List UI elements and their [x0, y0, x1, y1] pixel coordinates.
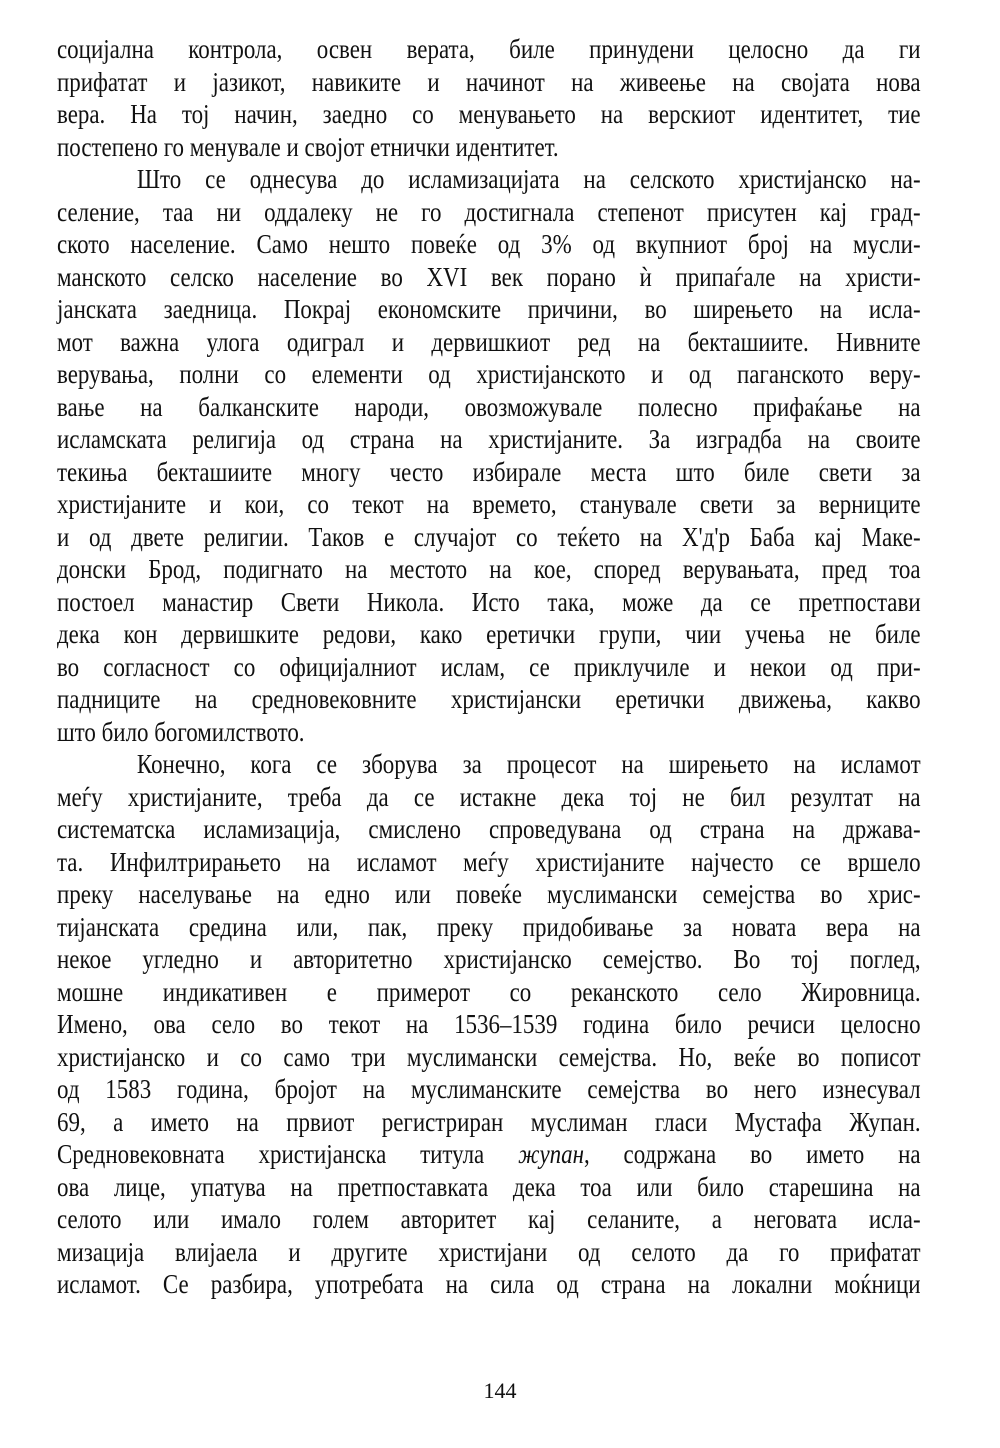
text-line: преку населување на едно или повеќе муслимански семејства во хрис-: [57, 879, 921, 909]
page-number: 144: [483, 1378, 517, 1403]
text-line: та. Инфилтрирањето на исламот меѓу христијаните најчесто се вршело: [57, 846, 921, 877]
text-line: од 1583 година, бројот на муслиманските семејства во него изнесувал: [57, 1074, 921, 1104]
text-line: падниците на средновековните христијански еретички движења, какво: [57, 684, 921, 714]
text-line: постепено го менувале и својот етнички идентитет.: [57, 131, 559, 162]
text-line: Конечно, кога се зборува за процесот на ширењето на исламот: [136, 749, 921, 779]
text-line: манското селско население во XVI век порано ѝ припаѓале на христи-: [57, 261, 921, 292]
text-line: мот важна улога одиграл и дервишкиот ред на бекташиите. Нивните: [57, 326, 921, 357]
text-line: тијанската средина или, пак, преку придобивање за новата вера на: [57, 911, 921, 942]
text-line: христијанско и со само три муслимански семејства. Но, веќе во пописот: [57, 1041, 921, 1072]
text-line: [57, 1138, 921, 1171]
italic-term: жупан: [518, 1139, 584, 1169]
text-line: вера. На тој начин, заедно со менувањето на верскиот идентитет, тие: [57, 99, 921, 129]
paragraph: [57, 163, 920, 748]
text-line: селение, таа ни оддалеку не го достигнала степенот присутен кај град-: [57, 196, 921, 227]
text-line: верувања, полни со елементи од христијанското и од паганското веру-: [57, 359, 921, 389]
text-line: социјална контрола, освен верата, биле принудени целосно да ги: [57, 34, 921, 64]
text-line: исламската религија од страна на христијаните. За изградба на своите: [57, 424, 921, 454]
text-line: христијаните и кои, со текот на времето, станувале свети за верниците: [57, 489, 921, 519]
paragraph: [57, 33, 920, 163]
text-line: мизација влијаела и другите христијани од селото да го прифатат: [57, 1236, 921, 1267]
text-line: во согласност со официјалниот ислам, се приклучиле и некои од при-: [57, 651, 921, 682]
text-line: исламот. Се разбира, употребата на сила од страна на локални моќници: [57, 1269, 921, 1299]
text-segment: Средновековната христијанска титула: [57, 1139, 519, 1169]
text-line: 69, а името на првиот регистриран муслиман гласи Мустафа Жупан.: [57, 1106, 921, 1137]
text-segment: , содржана во името на: [583, 1139, 921, 1169]
text-line: постоел манастир Свети Никола. Исто така, може да се претпостави: [57, 586, 921, 617]
text-line: Имено, ова село во текот на 1536–1539 година било речиси целосно: [57, 1009, 921, 1039]
text-line: систематска исламизација, смислено спроведувана од страна на држава-: [57, 814, 921, 844]
text-line: ското население. Само нешто повеќе од 3% од вкупниот број на мусли-: [57, 229, 921, 259]
text-line: текиња бекташиите многу често избирале места што биле свети за: [57, 456, 921, 487]
text-line: Што се однесува до исламизацијата на селското христијанско на-: [136, 164, 921, 194]
text-line: селото или имало голем авторитет кај селаните, а неговата исла-: [57, 1204, 921, 1234]
text-line: ова лице, упатува на претпоставката дека тоа или било старешина на: [57, 1171, 921, 1202]
text-line: меѓу христијаните, треба да се истакне дека тој не бил резултат на: [57, 781, 921, 812]
text-line: јанската заедница. Покрај економските причини, во ширењето на исла-: [57, 294, 921, 324]
text-line: прифатат и јазикот, навиките и начинот на живеење на својата нова: [57, 66, 921, 97]
text-line: што било богомилството.: [57, 716, 305, 747]
body-text: [57, 33, 920, 1301]
text-line: дека кон дервишките редови, како еретички групи, чии учења не биле: [57, 619, 921, 649]
text-line: некое угледно и авторитетно христијанско семејство. Во тој поглед,: [57, 944, 921, 974]
text-line: и од двете религии. Таков е случајот со теќето на Х'д'р Баба кај Маке-: [57, 521, 921, 552]
text-line: донски Брод, подигнато на местото на кое, според верувањата, пред тоа: [57, 554, 921, 584]
text-line: вање на балканските народи, овозможувале полесно прифаќање на: [57, 391, 921, 422]
text-line: мошне индикативен е примерот со реканското село Жировница.: [57, 976, 921, 1007]
paragraph: [57, 748, 920, 1301]
